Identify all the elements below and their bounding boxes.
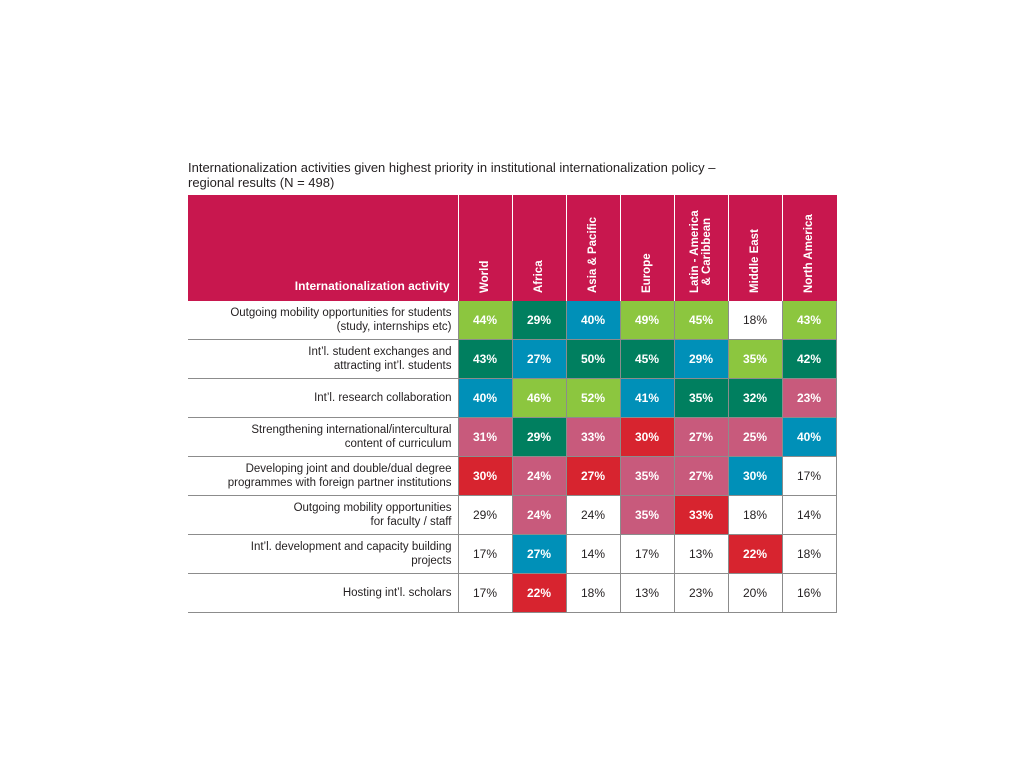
table-row <box>188 496 836 535</box>
value-cell: 24% <box>566 496 620 535</box>
table-row <box>188 379 836 418</box>
value-cell: 35% <box>620 457 674 496</box>
value-cell: 13% <box>674 535 728 574</box>
value-cell: 46% <box>512 379 566 418</box>
value-cell: 23% <box>674 574 728 613</box>
value-cell: 29% <box>512 301 566 340</box>
value-cell: 40% <box>458 379 512 418</box>
value-cell: 30% <box>728 457 782 496</box>
table-row <box>188 418 836 457</box>
value-cell: 29% <box>512 418 566 457</box>
region-label: Europe <box>641 253 653 293</box>
activity-label: Strengthening international/intercultural content of curriculum <box>188 418 458 457</box>
value-cell: 20% <box>728 574 782 613</box>
activity-label: Int’l. student exchanges and attracting int’l. students <box>188 340 458 379</box>
value-cell: 18% <box>728 301 782 340</box>
region-header-middle-east <box>728 195 782 301</box>
value-cell: 17% <box>782 457 836 496</box>
value-cell: 14% <box>566 535 620 574</box>
value-cell: 33% <box>566 418 620 457</box>
value-cell: 27% <box>674 457 728 496</box>
value-cell: 27% <box>512 535 566 574</box>
value-cell: 25% <box>728 418 782 457</box>
value-cell: 22% <box>728 535 782 574</box>
priority-table <box>188 195 837 613</box>
activity-label: Int’l. development and capacity building projects <box>188 535 458 574</box>
value-cell: 18% <box>782 535 836 574</box>
chart-figure <box>188 160 836 613</box>
region-header-north-america <box>782 195 836 301</box>
value-cell: 32% <box>728 379 782 418</box>
value-cell: 42% <box>782 340 836 379</box>
value-cell: 30% <box>620 418 674 457</box>
region-label: North America <box>803 214 815 293</box>
value-cell: 17% <box>620 535 674 574</box>
value-cell: 22% <box>512 574 566 613</box>
value-cell: 29% <box>458 496 512 535</box>
activity-column-header: Internationalization activity <box>188 195 458 301</box>
region-header-asia-pacific <box>566 195 620 301</box>
value-cell: 16% <box>782 574 836 613</box>
region-label: Asia & Pacific <box>587 216 599 293</box>
value-cell: 33% <box>674 496 728 535</box>
activity-label: Developing joint and double/dual degree programmes with foreign partner institutions <box>188 457 458 496</box>
region-header-world <box>458 195 512 301</box>
region-header-europe <box>620 195 674 301</box>
region-label: Latin - America & Caribbean <box>689 210 713 293</box>
table-row <box>188 457 836 496</box>
value-cell: 49% <box>620 301 674 340</box>
table-row <box>188 301 836 340</box>
value-cell: 29% <box>674 340 728 379</box>
region-header-africa <box>512 195 566 301</box>
value-cell: 44% <box>458 301 512 340</box>
value-cell: 45% <box>674 301 728 340</box>
table-body <box>188 301 836 613</box>
value-cell: 35% <box>728 340 782 379</box>
value-cell: 43% <box>458 340 512 379</box>
value-cell: 27% <box>674 418 728 457</box>
table-row <box>188 535 836 574</box>
region-label: Middle East <box>749 229 761 293</box>
value-cell: 43% <box>782 301 836 340</box>
value-cell: 18% <box>728 496 782 535</box>
region-label: World <box>479 260 491 293</box>
value-cell: 17% <box>458 535 512 574</box>
value-cell: 40% <box>782 418 836 457</box>
region-label: Africa <box>533 260 545 293</box>
value-cell: 31% <box>458 418 512 457</box>
activity-label: Hosting int’l. scholars <box>188 574 458 613</box>
value-cell: 30% <box>458 457 512 496</box>
value-cell: 35% <box>674 379 728 418</box>
value-cell: 41% <box>620 379 674 418</box>
header-row <box>188 195 836 301</box>
value-cell: 24% <box>512 496 566 535</box>
value-cell: 27% <box>512 340 566 379</box>
chart-title: Internationalization activities given highest priority in institutional internationalization policy – regional results (N = 498) <box>188 160 716 190</box>
value-cell: 40% <box>566 301 620 340</box>
value-cell: 24% <box>512 457 566 496</box>
value-cell: 23% <box>782 379 836 418</box>
value-cell: 50% <box>566 340 620 379</box>
activity-label: Int’l. research collaboration <box>188 379 458 418</box>
value-cell: 35% <box>620 496 674 535</box>
value-cell: 18% <box>566 574 620 613</box>
value-cell: 17% <box>458 574 512 613</box>
value-cell: 13% <box>620 574 674 613</box>
activity-label: Outgoing mobility opportunities for faculty / staff <box>188 496 458 535</box>
table-row <box>188 340 836 379</box>
region-header-latin-america <box>674 195 728 301</box>
value-cell: 45% <box>620 340 674 379</box>
value-cell: 14% <box>782 496 836 535</box>
table-row <box>188 574 836 613</box>
value-cell: 52% <box>566 379 620 418</box>
activity-label: Outgoing mobility opportunities for students (study, internships etc) <box>188 301 458 340</box>
value-cell: 27% <box>566 457 620 496</box>
